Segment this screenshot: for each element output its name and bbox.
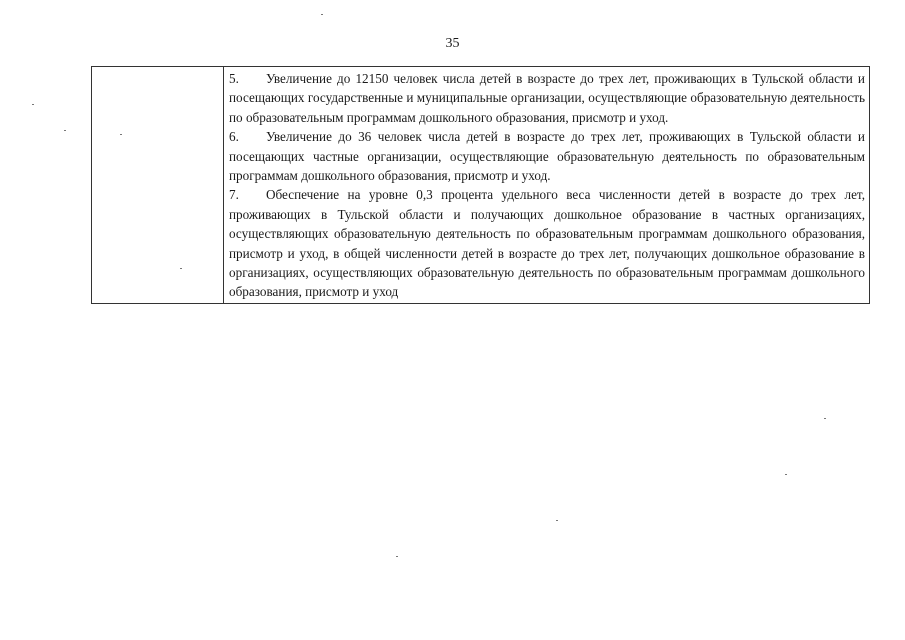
- item-number: 6.: [229, 129, 239, 145]
- list-item: [229, 127, 865, 185]
- scan-speck: [120, 134, 122, 135]
- table-row: [92, 67, 870, 304]
- scan-speck: [321, 14, 323, 15]
- list-item: [229, 69, 865, 127]
- item-number: 7.: [229, 187, 239, 203]
- item-text: Обеспечение на уровне 0,3 процента удельного веса численности детей в возрасте до трех лет, проживающих в Тульской области и получающих дошкольное образование в частных организациях, осуществляющих образовательную деятельность по образовательным программам дошкольного образования, присмотр и уход, в общей численности детей в возрасте до трех лет, получающих дошкольное образование в организациях, осуществляющих образовательную деятельность по образовательным программам дошкольного образования, присмотр и уход: [229, 187, 865, 300]
- scan-speck: [556, 520, 558, 521]
- table-cell-right: [224, 67, 870, 304]
- scan-speck: [824, 418, 826, 419]
- list-item: [229, 185, 865, 301]
- scan-speck: [785, 474, 787, 475]
- item-text: Увеличение до 12150 человек числа детей в возрасте до трех лет, проживающих в Тульской области и посещающих государственные и муниципальные организации, осуществляющие образовательную деятельность по образовательным программам дошкольного образования, присмотр и уход.: [229, 71, 865, 125]
- table-cell-left: [92, 67, 224, 304]
- scan-speck: [180, 268, 182, 269]
- page-number: 35: [445, 36, 460, 51]
- item-text: Увеличение до 36 человек числа детей в возрасте до трех лет, проживающих в Тульской области и посещающих частные организации, осуществляющие образовательную деятельность по образовательным программам дошкольного образования, присмотр и уход.: [229, 129, 865, 184]
- item-number: 5.: [229, 71, 239, 86]
- scan-speck: [32, 104, 34, 105]
- scan-speck: [396, 556, 398, 557]
- indicators-table: [91, 66, 870, 304]
- scan-speck: [64, 130, 66, 131]
